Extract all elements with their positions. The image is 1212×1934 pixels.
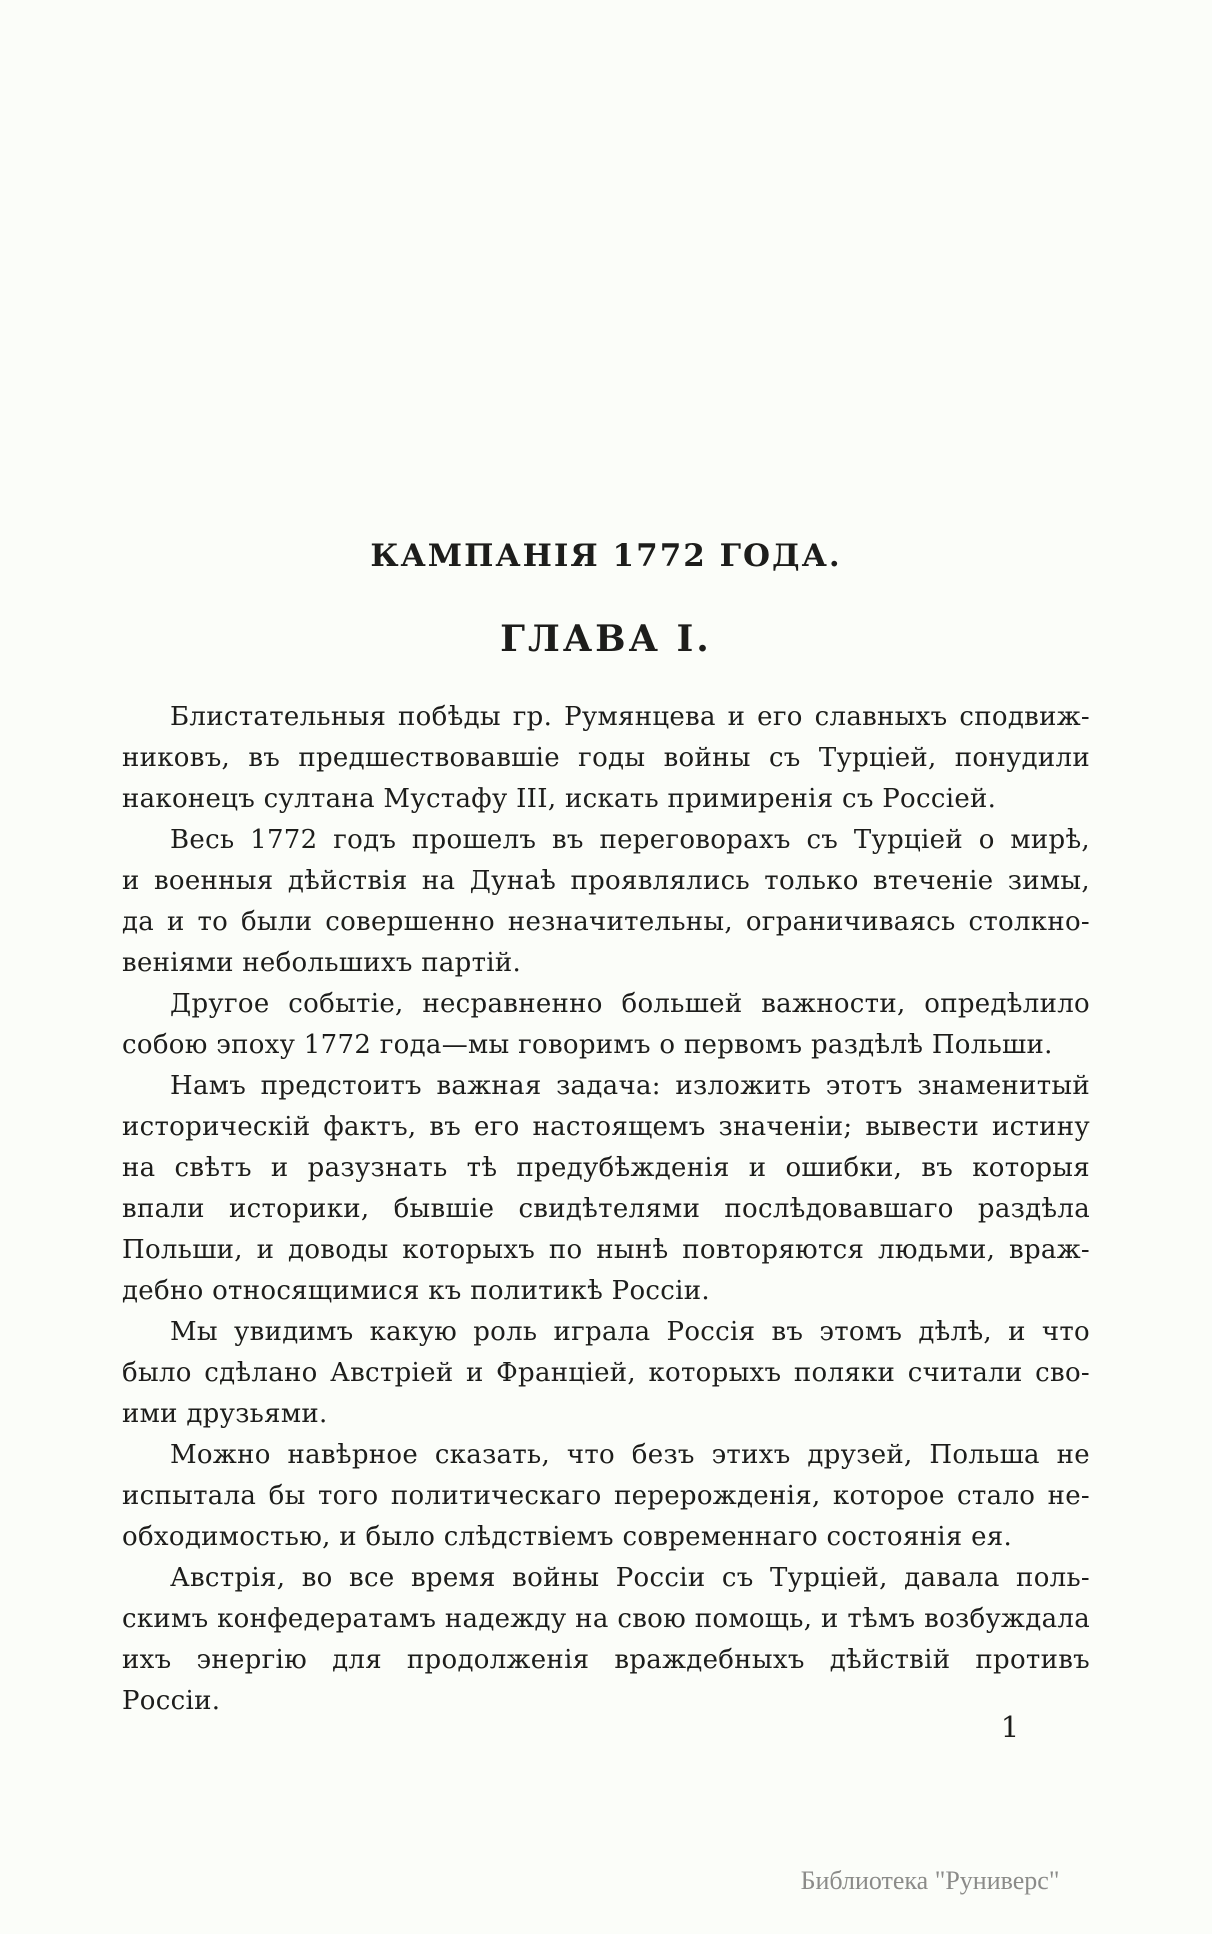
paragraph <box>122 1435 1090 1558</box>
body-paragraphs <box>122 697 1090 1716</box>
text-line: дебно относящимися къ политикѣ Россіи. <box>122 1276 710 1306</box>
text-line: ихъ энергію для продолженія враждебныхъ дѣйствій противъ Россіи. <box>122 1645 1090 1716</box>
paragraph <box>122 1066 1090 1312</box>
text-line: веніями небольшихъ партій. <box>122 948 522 978</box>
paragraph <box>122 1312 1090 1435</box>
campaign-title: КАМПАНІЯ 1772 ГОДА. <box>370 538 842 574</box>
text-line: на свѣтъ и разузнать тѣ предубѣжденія и ошибки, въ которыя <box>122 1153 1090 1183</box>
paragraph <box>122 984 1090 1066</box>
text-line: Австрія, во все время войны Россіи съ Турціей, давала поль- <box>170 1563 1090 1593</box>
text-line: историческій фактъ, въ его настоящемъ значеніи; вывести истину <box>122 1112 1090 1142</box>
text-line: обходимостью, и было слѣдствіемъ современнаго состоянія ея. <box>122 1522 1013 1552</box>
paragraph <box>122 1558 1090 1716</box>
text-line: Весь 1772 годъ прошелъ въ переговорахъ съ Турціей о мирѣ, <box>170 825 1090 855</box>
text-line: и военныя дѣйствія на Дунаѣ проявлялись только втеченіе зимы, <box>122 866 1090 896</box>
text-line: наконецъ султана Мустафу III, искать примиренія съ Россіей. <box>122 784 997 814</box>
paragraph <box>122 820 1090 984</box>
text-line: Мы увидимъ какую роль играла Россія въ этомъ дѣлѣ, и что <box>170 1317 1090 1347</box>
text-line: да и то были совершенно незначительны, ограничиваясь столкно- <box>122 907 1090 937</box>
text-line: Блистательныя побѣды гр. Румянцева и его славныхъ сподвиж- <box>170 702 1090 732</box>
paragraph <box>122 697 1090 820</box>
text-line: ими друзьями. <box>122 1399 328 1429</box>
page-number: 1 <box>1000 1710 1020 1744</box>
text-line: Намъ предстоитъ важная задача: изложить этотъ знаменитый <box>170 1071 1090 1101</box>
text-line: Другое событіе, несравненно большей важности, опредѣлило <box>170 989 1090 1019</box>
text-line: испытала бы того политическаго перерожденія, которое стало не- <box>122 1481 1090 1511</box>
text-line: Можно навѣрное сказать, что безъ этихъ друзей, Польша не <box>170 1440 1090 1470</box>
text-line: Польши, и доводы которыхъ по нынѣ повторяются людьми, враж- <box>122 1235 1090 1265</box>
library-watermark: Библиотека "Руниверс" <box>800 1866 1060 1895</box>
text-line: скимъ конфедератамъ надежду на свою помощь, и тѣмъ возбуждала <box>122 1604 1090 1634</box>
text-line: было сдѣлано Австріей и Франціей, которыхъ поляки считали сво- <box>122 1358 1090 1388</box>
text-line: впали историки, бывшіе свидѣтелями послѣдовавшаго раздѣла <box>122 1194 1090 1224</box>
text-line: собою эпоху 1772 года—мы говоримъ о первомъ раздѣлѣ Польши. <box>122 1030 1053 1060</box>
text-line: никовъ, въ предшествовавшіе годы войны съ Турціей, понудили <box>122 743 1090 773</box>
chapter-heading: ГЛАВА I. <box>500 618 712 660</box>
